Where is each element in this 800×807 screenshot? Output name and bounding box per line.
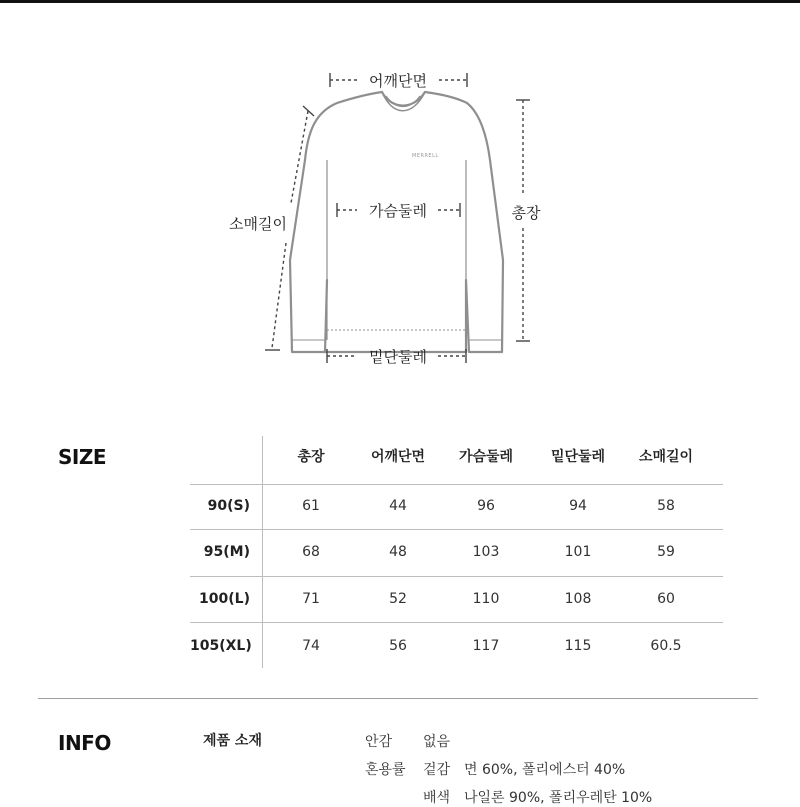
cell-sleeve: 60 xyxy=(657,591,675,607)
label-hem: 밑단둘레 xyxy=(369,348,427,366)
size-label: 90(S) xyxy=(207,498,250,514)
row-divider xyxy=(190,529,723,530)
info-part: 겉감 xyxy=(423,762,451,778)
table-row xyxy=(190,589,723,609)
row-divider xyxy=(190,484,723,485)
info-line xyxy=(365,759,406,779)
row-divider xyxy=(190,576,723,577)
info-line xyxy=(365,731,392,751)
info-value: 나일론 90%, 폴리우레탄 10% xyxy=(464,790,653,806)
cell-sleeve: 58 xyxy=(657,498,675,514)
row-divider xyxy=(190,622,723,623)
label-shoulder: 어깨단면 xyxy=(369,72,427,90)
cell-shoulder: 48 xyxy=(389,544,407,560)
info-line-value xyxy=(423,731,450,751)
cell-shoulder: 44 xyxy=(389,498,407,514)
col-header-shoulder: 어깨단면 xyxy=(370,449,426,465)
cell-chest: 96 xyxy=(477,498,495,514)
info-value: 없음 xyxy=(423,734,451,750)
cell-length: 61 xyxy=(302,498,320,514)
info-part: 배색 xyxy=(423,790,451,806)
cell-chest: 117 xyxy=(472,638,500,654)
cell-length: 68 xyxy=(302,544,320,560)
cell-hem: 94 xyxy=(569,498,587,514)
size-section-title: SIZE xyxy=(58,445,107,469)
info-line-value xyxy=(464,759,625,779)
shirt-illustration xyxy=(290,92,503,352)
shirt-brand-tag: MERRELL xyxy=(412,153,439,159)
col-header-hem: 밑단둘레 xyxy=(550,449,606,465)
info-line-value xyxy=(464,787,652,807)
size-label: 95(M) xyxy=(203,544,250,560)
table-row xyxy=(190,496,723,516)
cell-length: 71 xyxy=(302,591,320,607)
cell-sleeve: 59 xyxy=(657,544,675,560)
col-header-length: 총장 xyxy=(297,449,325,465)
info-group: 안감 xyxy=(365,734,393,750)
label-length: 총장 xyxy=(511,204,541,222)
cell-hem: 108 xyxy=(564,591,592,607)
label-chest: 가슴둘레 xyxy=(369,202,427,220)
info-line-part xyxy=(423,787,450,807)
cell-sleeve: 60.5 xyxy=(650,638,682,654)
size-table-header xyxy=(190,446,723,466)
info-section-title: INFO xyxy=(58,731,111,755)
cell-shoulder: 52 xyxy=(389,591,407,607)
info-group: 혼용률 xyxy=(365,762,406,778)
size-label: 105(XL) xyxy=(190,638,252,654)
table-row xyxy=(190,636,723,656)
cell-chest: 110 xyxy=(472,591,500,607)
cell-hem: 115 xyxy=(564,638,592,654)
info-value: 면 60%, 폴리에스터 40% xyxy=(464,762,626,778)
section-divider xyxy=(38,698,758,699)
cell-hem: 101 xyxy=(564,544,592,560)
material-label: 제품 소재 xyxy=(203,733,262,749)
cell-shoulder: 56 xyxy=(389,638,407,654)
label-sleeve: 소매길이 xyxy=(229,215,287,233)
info-line-part xyxy=(423,759,450,779)
size-label: 100(L) xyxy=(199,591,250,607)
cell-chest: 103 xyxy=(472,544,500,560)
table-row xyxy=(190,542,723,562)
col-header-sleeve: 소매길이 xyxy=(638,449,694,465)
cell-length: 74 xyxy=(302,638,320,654)
col-header-chest: 가슴둘레 xyxy=(458,449,514,465)
